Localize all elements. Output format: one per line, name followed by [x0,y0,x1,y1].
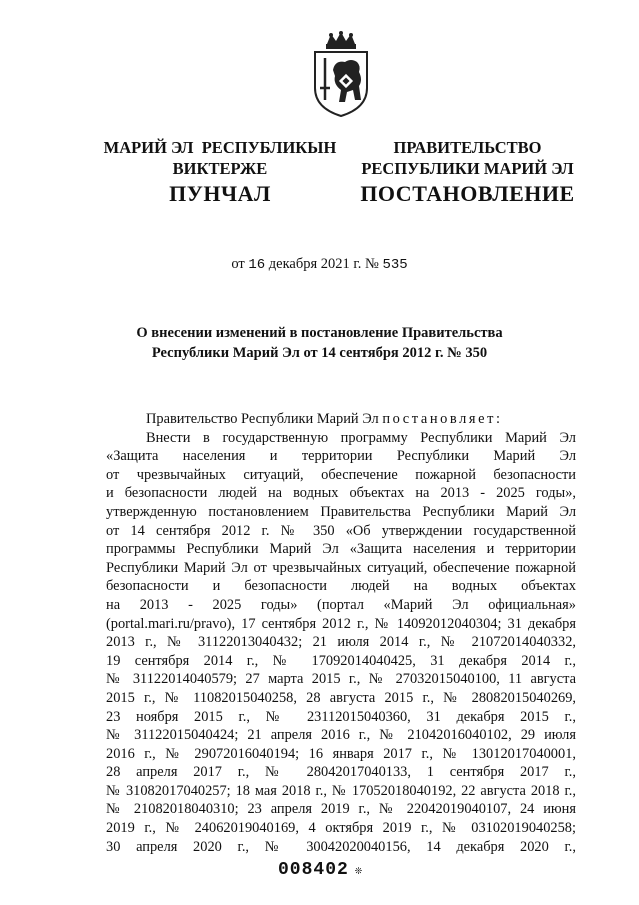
body-line: № 21082018040310; 23 апреля 2019 г., № 22042019040107, 24 июня [106,801,576,818]
document-number: 535 [382,257,408,273]
date-month-year: декабря 2021 г. № [268,256,379,272]
header-right-line1: ПРАВИТЕЛЬСТВО [393,138,542,157]
body-line: «Защита населения и территории Республики Марий Эл [106,448,576,465]
body-line: от 14 сентября 2012 г. № 350 «Об утверждении государственной [106,522,576,539]
body-line: (portal.mari.ru/pravo), 17 сентября 2012 г., № 14092012040304; 31 декабря [106,615,576,632]
body-line: № 31122015040424; 21 апреля 2016 г., № 21042016040102, 29 июля [106,727,576,744]
body-line: безопасности и безопасности людей на водных объектах [106,578,576,595]
body-line: утвержденную постановлением Правительства Республики Марий Эл [106,503,576,520]
header-left-line2: ВИКТЕРЖЕ [172,159,268,178]
body-intro-text: Правительство Республики Марий Эл [146,411,383,427]
date-line [0,256,639,273]
title-line1: О внесении изменений в постановление Правительства [136,325,503,341]
body-line: 19 сентября 2014 г., № 17092014040425, 31 декабря 2014 г., [106,652,576,669]
header-left-line1: МАРИЙ ЭЛ РЕСПУБЛИКЫН [103,138,337,157]
body-line: 2019 г., № 24062019040169, 4 октября 2019 г., № 03102019040258; [106,820,576,837]
document-body [106,410,576,856]
body-intro [106,410,576,429]
serial-number-text: 008402 [278,860,349,880]
date-day: 16 [248,257,266,273]
body-line: Республики Марий Эл от чрезвычайных ситуаций, обеспечение пожарной [106,559,576,576]
body-line: Внести в государственную программу Республики Марий Эл [146,429,576,446]
serial-mark-icon: ❊ [354,864,364,878]
body-line: и безопасности людей на водных объектах на 2013 - 2025 годы», [106,485,576,502]
body-line: № 31082017040257; 18 мая 2018 г., № 17052018040192, 22 августа 2018 г., [106,782,576,799]
body-line: 28 апреля 2017 г., № 28042017040133, 1 сентября 2017 г., [106,764,576,781]
body-intro-verb: постановляет: [382,411,503,427]
header-left-doc-type: ПУНЧАЛ [169,181,271,206]
body-line: 23 ноября 2015 г., № 23112015040360, 31 декабря 2015 г., [106,708,576,725]
body-line: № 31122014040579; 27 марта 2015 г., № 27032015040100, 11 августа [106,671,576,688]
body-line: программы Республики Марий Эл «Защита населения и территории [106,541,576,558]
body-line: 30 апреля 2020 г., № 30042020040156, 14 декабря 2020 г., [106,838,576,855]
coat-of-arms-emblem [307,30,375,118]
body-line: 2015 г., № 11082015040258, 28 августа 2015 г., № 28082015040269, [106,689,576,706]
header-right-line2: РЕСПУБЛИКИ МАРИЙ ЭЛ [361,159,574,178]
body-line: на 2013 - 2025 годы» (портал «Марий Эл официальная» [106,596,576,613]
body-line: 2016 г., № 29072016040194; 16 января 2017 г., № 13012017040001, [106,745,576,762]
date-prefix: от [231,256,245,272]
serial-number [278,860,363,880]
body-line: от чрезвычайных ситуаций, обеспечение пожарной безопасности [106,466,576,483]
header-right-doc-type: ПОСТАНОВЛЕНИЕ [360,181,575,206]
header-left [95,137,345,179]
header-right [360,137,575,179]
title-line2: Республики Марий Эл от 14 сентября 2012 г. № 350 [151,345,488,361]
document-title [0,323,639,363]
body-line: 2013 г., № 31122013040432; 21 июля 2014 г., № 21072014040332, [106,634,576,651]
